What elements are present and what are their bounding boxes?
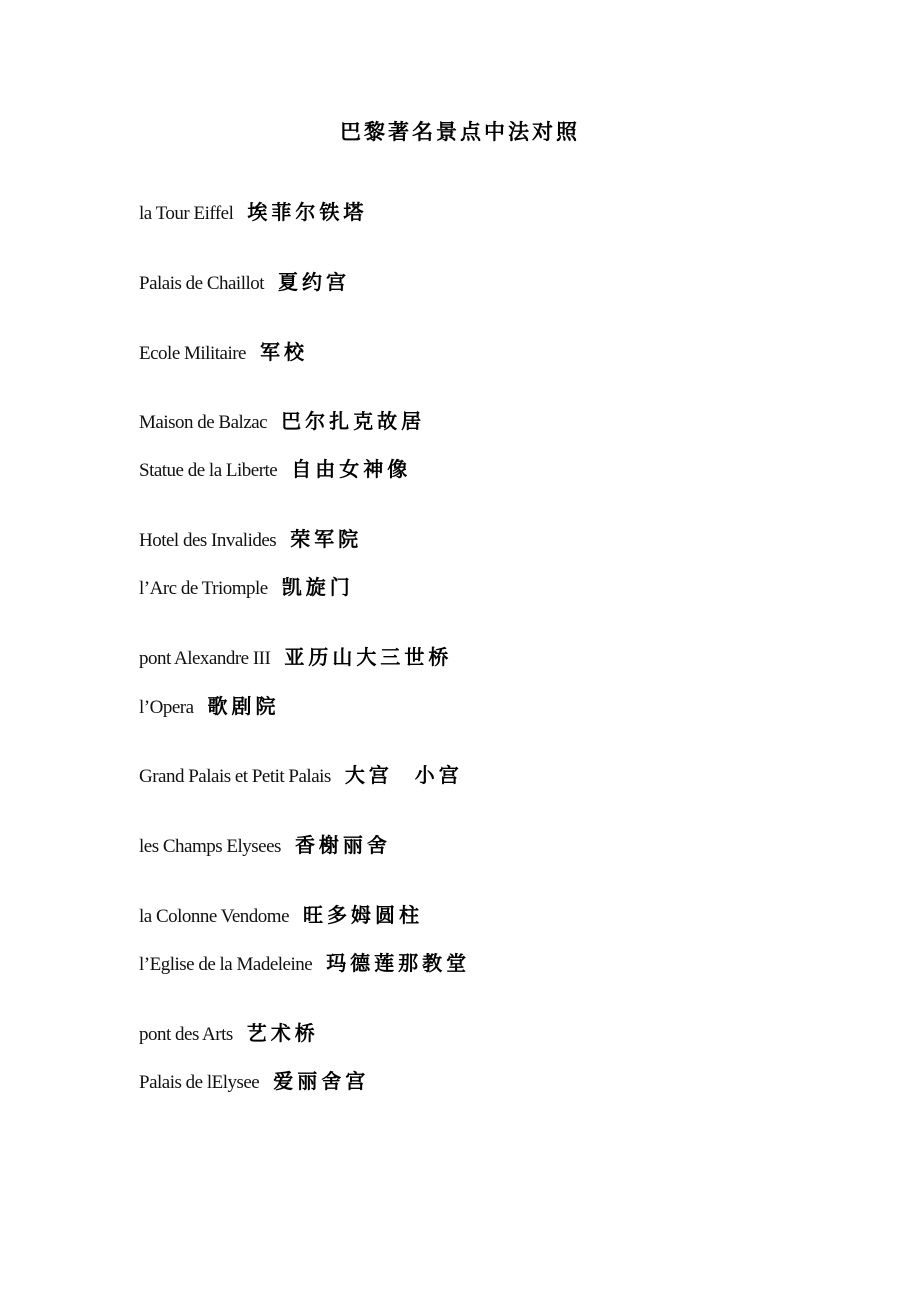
list-item [139,266,350,298]
chinese-name: 军校 [259,340,308,364]
chinese-name: 自由女神像 [291,457,412,481]
french-name: Ecole Militaire [139,343,246,364]
french-name: Statue de la Liberte [139,460,278,481]
list-item [139,1017,319,1049]
list-item [139,899,423,931]
french-name: pont Alexandre III [139,648,271,669]
list-item [139,453,411,485]
french-name: Maison de Balzac [139,412,268,433]
list-item [139,571,354,603]
chinese-name: 大宫 小宫 [344,763,463,787]
french-name: Grand Palais et Petit Palais [139,766,331,787]
chinese-name: 凯旋门 [281,575,354,599]
chinese-name: 香榭丽舍 [294,833,391,857]
page-title: 巴黎著名景点中法对照 [340,120,580,144]
list-item [139,829,391,861]
chinese-name: 爱丽舍宫 [273,1069,370,1093]
list-item [139,196,367,228]
french-name: Hotel des Invalides [139,530,277,551]
chinese-name: 巴尔扎克故居 [281,409,426,433]
french-name: Palais de Chaillot [139,273,265,294]
list-item [139,523,362,555]
chinese-name: 埃菲尔铁塔 [247,200,368,224]
chinese-name: 荣军院 [290,527,363,551]
french-name: les Champs Elysees [139,836,281,857]
french-name: la Tour Eiffel [139,203,234,224]
list-item [139,641,452,673]
french-name: l’Opera [139,697,194,718]
chinese-name: 旺多姆圆柱 [303,903,424,927]
list-item [139,336,308,368]
french-name: l’Eglise de la Madeleine [139,954,313,975]
chinese-name: 亚历山大三世桥 [284,645,453,669]
french-name: pont des Arts [139,1024,233,1045]
chinese-name: 艺术桥 [246,1021,319,1045]
list-item [139,947,470,979]
french-name: la Colonne Vendome [139,906,290,927]
chinese-name: 歌剧院 [207,694,280,718]
list-item [139,690,280,722]
list-item [139,405,425,437]
list-item [139,1065,369,1097]
list-item [139,759,463,791]
french-name: Palais de lElysee [139,1072,260,1093]
chinese-name: 玛德莲那教堂 [326,951,471,975]
chinese-name: 夏约宫 [278,270,351,294]
french-name: l’Arc de Triomple [139,578,268,599]
